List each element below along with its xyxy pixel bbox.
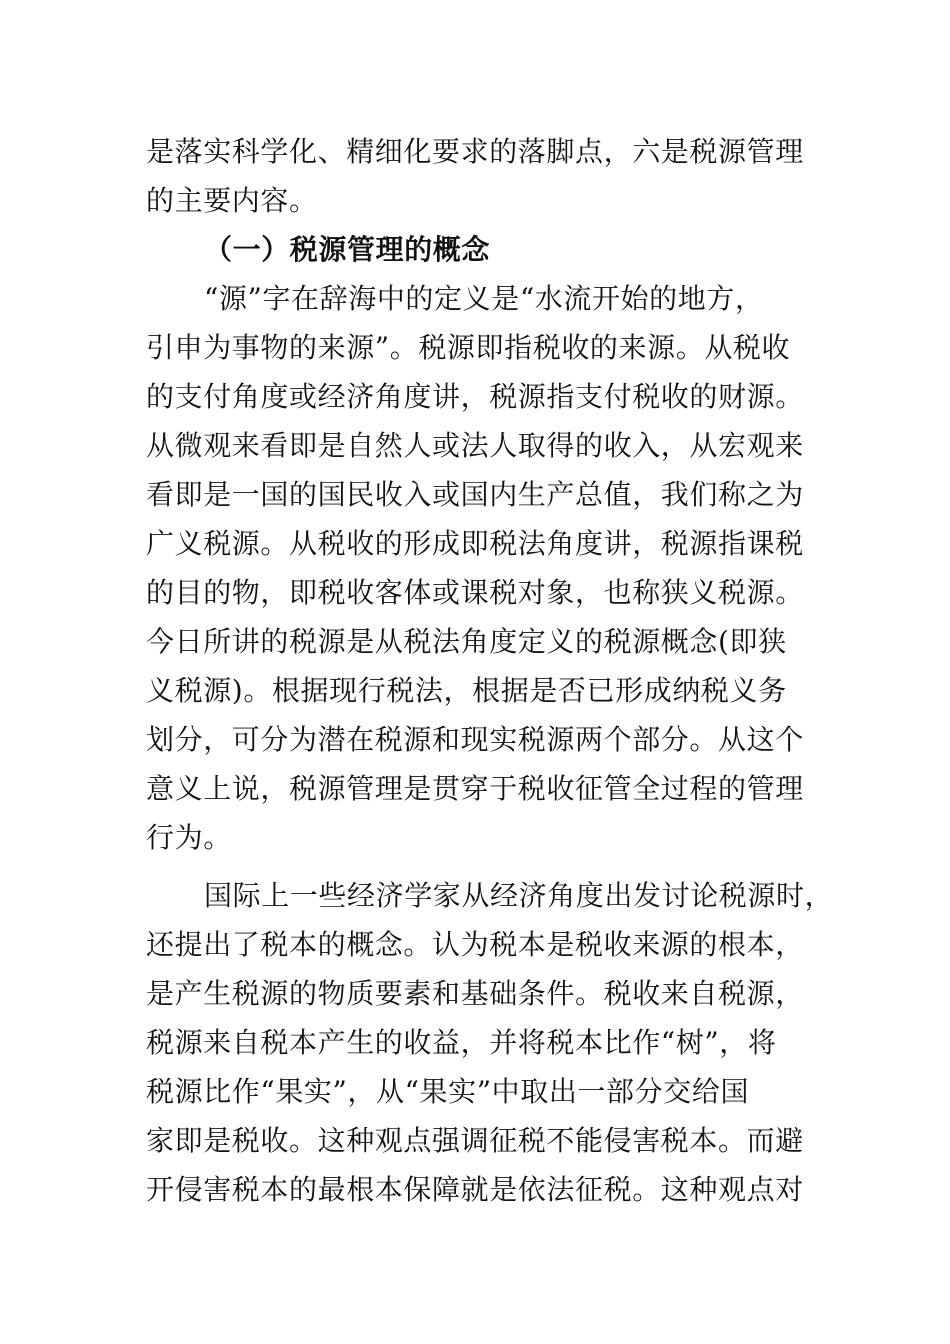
- paragraph-1-line: 广义税源。从税收的形成即税法角度讲，税源指课税: [146, 527, 804, 560]
- paragraph-1-line: 义税源)。根据现行税法，根据是否已形成纳税义务: [146, 674, 787, 707]
- paragraph-2-line: 国际上一些经济学家从经济角度出发讨论税源时，: [204, 879, 834, 912]
- paragraph-2-line: 家即是税收。这种观点强调征税不能侵害税本。而避: [146, 1124, 804, 1157]
- paragraph-1-line: 意义上说，税源管理是贯穿于税收征管全过程的管理: [146, 772, 804, 805]
- paragraph-2-line: 是产生税源的物质要素和基础条件。税收来自税源，: [146, 977, 804, 1010]
- paragraph-2-line: 开侵害税本的最根本保障就是依法征税。这种观点对: [146, 1173, 804, 1206]
- paragraph-2-line: 还提出了税本的概念。认为税本是税收来源的根本，: [146, 928, 804, 961]
- section-heading: （一）税源管理的概念: [204, 233, 491, 266]
- paragraph-2-line: 税源来自税本产生的收益，并将税本比作“树”，将: [146, 1026, 777, 1059]
- paragraph-2-line: 税源比作“果实”，从“果实”中取出一部分交给国: [146, 1075, 750, 1108]
- paragraph-1-line: 的目的物，即税收客体或课税对象，也称狭义税源。: [146, 576, 804, 609]
- paragraph-1-line: “源”字在辞海中的定义是“水流开始的地方，: [204, 282, 764, 315]
- intro-line-2: 的主要内容。: [146, 184, 318, 217]
- paragraph-1-line: 的支付角度或经济角度讲，税源指支付税收的财源。: [146, 380, 804, 413]
- paragraph-1-line: 看即是一国的国民收入或国内生产总值，我们称之为: [146, 478, 804, 511]
- paragraph-1-line: 从微观来看即是自然人或法人取得的收入，从宏观来: [146, 429, 804, 462]
- paragraph-1-line: 今日所讲的税源是从税法角度定义的税源概念(即狭: [146, 625, 787, 658]
- intro-line-1: 是落实科学化、精细化要求的落脚点，六是税源管理: [146, 135, 804, 168]
- paragraph-1-line: 行为。: [146, 821, 232, 854]
- paragraph-1-line: 引申为事物的来源”。税源即指税收的来源。从税收: [146, 331, 791, 364]
- paragraph-1-line: 划分，可分为潜在税源和现实税源两个部分。从这个: [146, 723, 804, 756]
